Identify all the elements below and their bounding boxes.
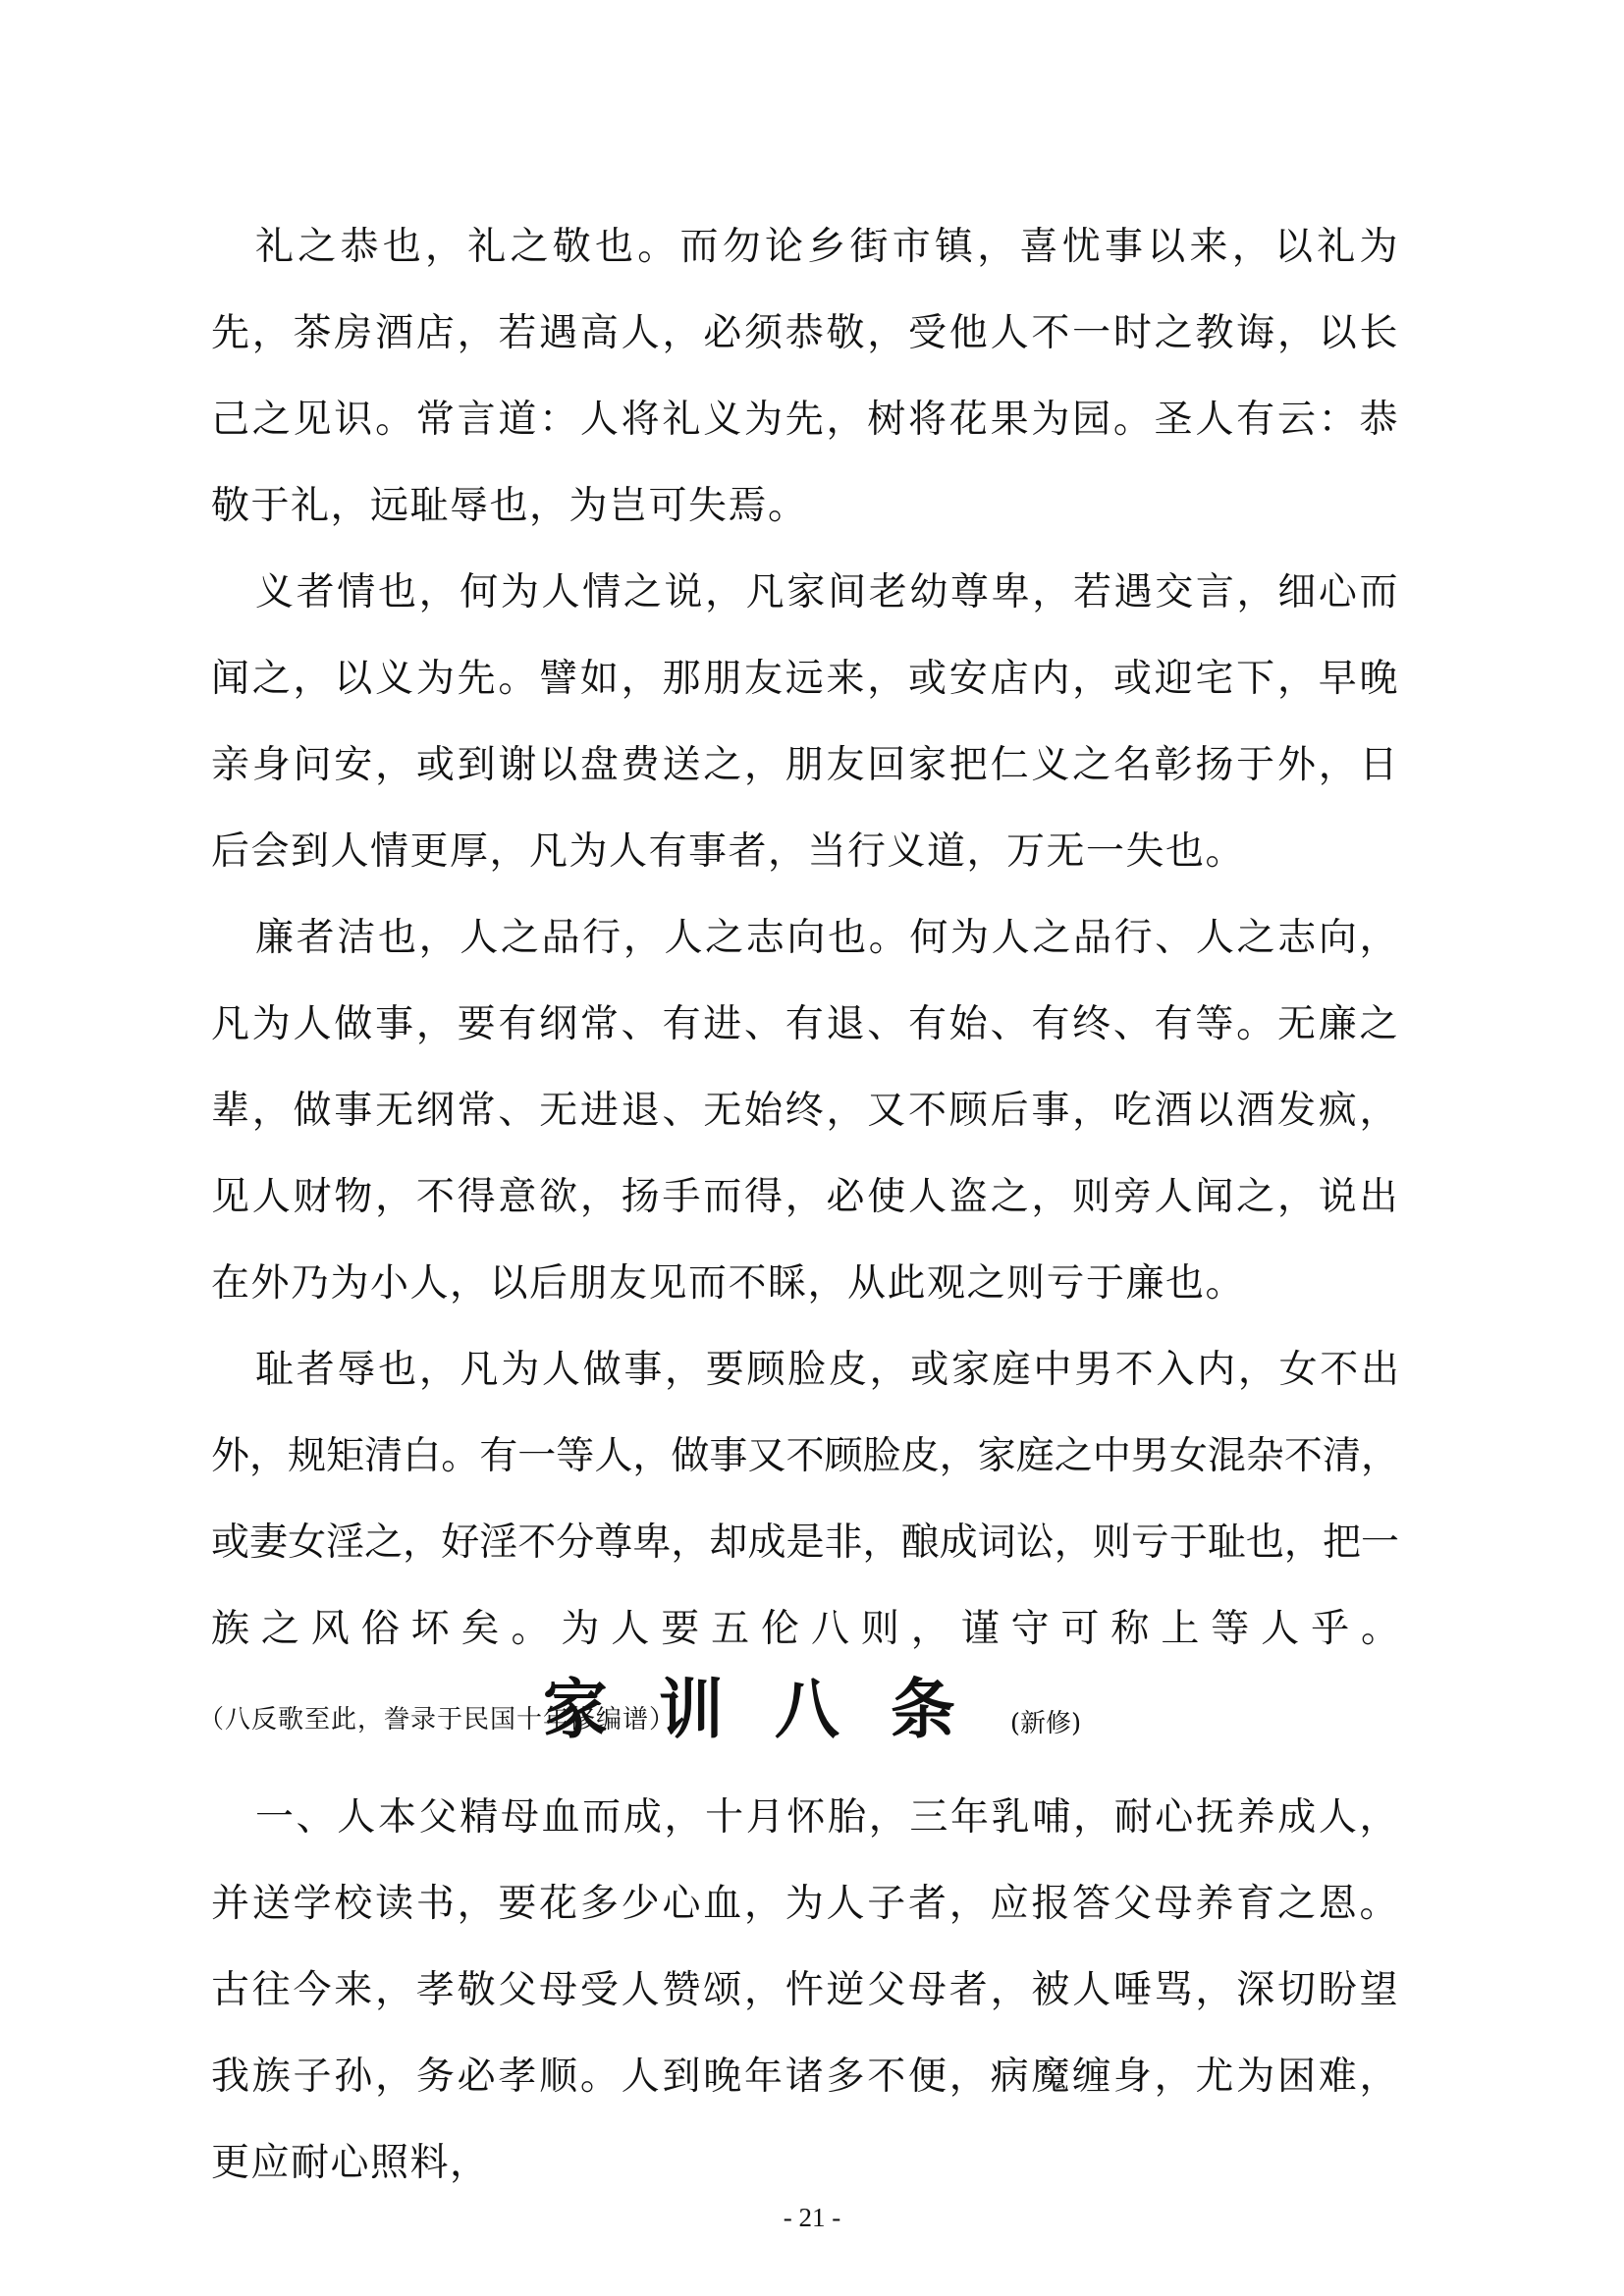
page-number: - 21 -	[783, 2203, 841, 2232]
section-title: 家训八条	[542, 1671, 1006, 1747]
paragraph-li: 礼之恭也，礼之敬也。而勿论乡街市镇，喜忧事以来，以礼为先，茶房酒店，若遇高人，必须恭敬，受他人不一时之教诲，以长己之见识。常言道：人将礼义为先，树将花果为园。圣人有云：恭敬于礼，远耻辱也，为岂可失焉。	[211, 225, 1399, 528]
rule-one-paragraph: 一、人本父精母血而成，十月怀胎，三年乳哺，耐心抚养成人，并送学校读书，要花多少心血，为人子者，应报答父母养育之恩。古往今来，孝敬父母受人赞颂，忤逆父母者，被人唾骂，深切盼望我族子孙，务必孝顺。人到晚年诸多不便，病魔缠身，尤为困难，更应耐心照料，	[211, 1795, 1399, 2185]
family-rules-text	[211, 1775, 1399, 2207]
section-heading	[0, 1657, 1624, 1745]
paragraph-yi: 义者情也，何为人情之说，凡家间老幼尊卑，若遇交言，细心而闻之，以义为先。譬如，那朋友远来，或安店内，或迎宅下，早晚亲身问安，或到谢以盘费送之，朋友回家把仁义之名彰扬于外，日后会到人情更厚，凡为人有事者，当行义道，万无一失也。	[211, 570, 1399, 874]
genealogy-body-text	[211, 204, 1399, 1763]
section-subtitle: (新修)	[1009, 1709, 1082, 1738]
source-note: （八反歌至此，誊录于民国十年修编谱）	[211, 1705, 677, 1735]
paragraph-chi-text: 耻者辱也，凡为人做事，要顾脸皮，或家庭中男不入内，女不出外，规矩清白。有一等人，做事又不顾脸皮，家庭之中男女混杂不清，或妻女淫之，好淫不分尊卑，却成是非，酿成词讼，则亏于耻也，把一族之风俗坏矣。为人要五伦八则，谨守可称上等人乎。	[211, 1348, 1399, 1651]
paragraph-lian: 廉者洁也，人之品行，人之志向也。何为人之品行、人之志向，凡为人做事，要有纲常、有进、有退、有始、有终、有等。无廉之辈，做事无纲常、无进退、无始终，又不顾后事，吃酒以酒发疯，见人财物，不得意欲，扬手而得，必使人盗之，则旁人闻之，说出在外乃为小人，以后朋友见而不睬，从此观之则亏于廉也。	[211, 916, 1399, 1306]
